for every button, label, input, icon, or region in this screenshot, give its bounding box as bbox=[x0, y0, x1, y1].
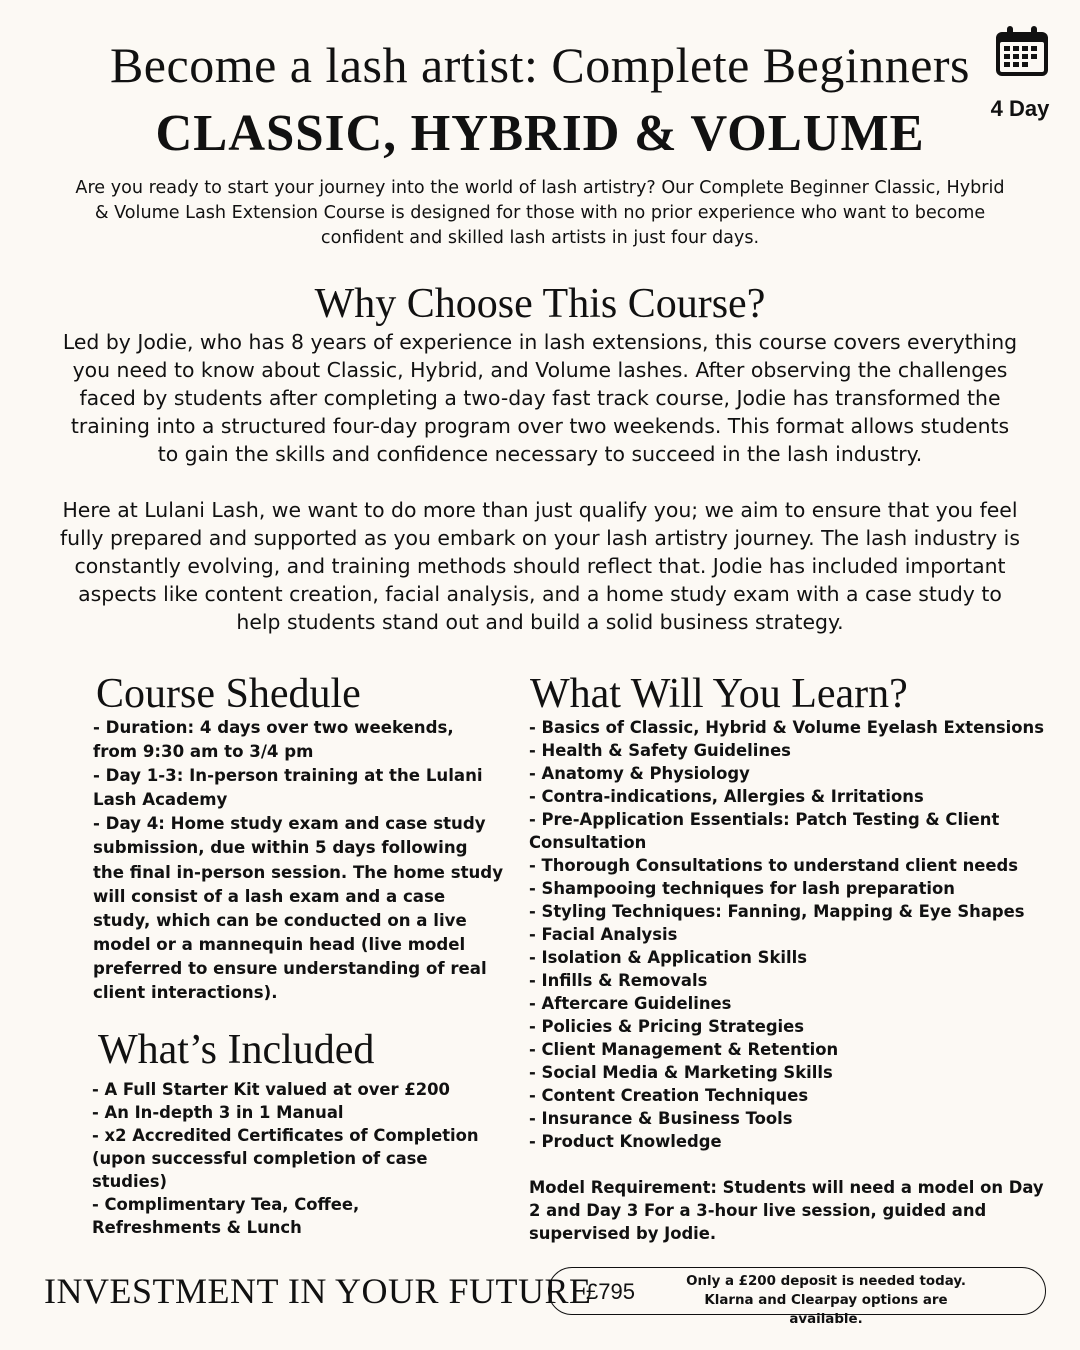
model-requirement: Model Requirement: Students will need a model on Day 2 and Day 3 For a 3-hour live session, guided and supervised by Jodie. bbox=[529, 1178, 1044, 1243]
list-item: - Content Creation Techniques bbox=[529, 1086, 809, 1105]
page-subtitle: CLASSIC, HYBRID & VOLUME bbox=[155, 105, 925, 162]
investment-heading: INVESTMENT IN YOUR FUTURE bbox=[44, 1271, 592, 1311]
deposit-line: Only a £200 deposit is needed today. bbox=[686, 1274, 966, 1289]
list-item: - x2 Accredited Certificates of Completion (upon successful completion of case studies) bbox=[92, 1126, 479, 1191]
list-item: - Day 4: Home study exam and case study submission, due within 5 days following the final in-person session. The home study will consist of a lash exam and a case study, which can be conducted on a live model or a mannequin head (live model preferred to ensure understanding of real client interactions). bbox=[93, 814, 504, 1003]
list-item: - Isolation & Application Skills bbox=[529, 948, 807, 967]
calendar-icon bbox=[994, 24, 1050, 78]
list-item: - Insurance & Business Tools bbox=[529, 1109, 793, 1128]
why-heading: Why Choose This Course? bbox=[314, 281, 766, 327]
list-item: - Styling Techniques: Fanning, Mapping & Eye Shapes bbox=[529, 902, 1025, 921]
list-item: - Health & Safety Guidelines bbox=[529, 741, 791, 760]
list-item: - Complimentary Tea, Coffee, Refreshments & Lunch bbox=[92, 1195, 360, 1237]
why-paragraph-2: Here at Lulani Lash, we want to do more than just qualify you; we aim to ensure that you feel fully prepared and supported as you embark on your lash artistry journey. The lash industry is constantly evolving, and training methods should reflect that. Jodie has included important aspects like content creation, facial analysis, and a home study exam with a case study to help students stand out and build a solid business strategy. bbox=[60, 498, 1020, 634]
list-item: - Client Management & Retention bbox=[529, 1040, 839, 1059]
included-heading: What’s Included bbox=[98, 1027, 375, 1073]
deposit-info bbox=[670, 1272, 982, 1329]
included-list bbox=[92, 1078, 492, 1239]
list-item: - Pre-Application Essentials: Patch Testing & Client Consultation bbox=[529, 810, 1000, 852]
list-item: - Product Knowledge bbox=[529, 1132, 722, 1151]
schedule-list bbox=[93, 716, 503, 1005]
list-item: - An In-depth 3 in 1 Manual bbox=[92, 1103, 344, 1122]
list-item: - Facial Analysis bbox=[529, 925, 678, 944]
learn-heading: What Will You Learn? bbox=[530, 671, 908, 717]
list-item: - A Full Starter Kit valued at over £200 bbox=[92, 1080, 450, 1099]
intro-text: Are you ready to start your journey into the world of lash artistry? Our Complete Beginner Classic, Hybrid & Volume Lash Extension Course is designed for those with no prior experience who want to become confident and skilled lash artists in just four days. bbox=[75, 178, 1005, 248]
list-item: - Contra-indications, Allergies & Irritations bbox=[529, 787, 924, 806]
list-item: - Thorough Consultations to understand client needs bbox=[529, 856, 1018, 875]
list-item: - Policies & Pricing Strategies bbox=[529, 1017, 805, 1036]
page-title: Become a lash artist: Complete Beginners bbox=[109, 37, 971, 93]
list-item: - Duration: 4 days over two weekends, from 9:30 am to 3/4 pm bbox=[93, 718, 454, 762]
list-item: - Anatomy & Physiology bbox=[529, 764, 750, 783]
list-item: - Aftercare Guidelines bbox=[529, 994, 732, 1013]
learn-list bbox=[529, 716, 1049, 1153]
duration-badge: 4 Day bbox=[990, 96, 1050, 121]
list-item: - Infills & Removals bbox=[529, 971, 708, 990]
list-item: - Basics of Classic, Hybrid & Volume Eyelash Extensions bbox=[529, 718, 1044, 737]
why-paragraph-1: Led by Jodie, who has 8 years of experience in lash extensions, this course covers everything you need to know about Classic, Hybrid, and Volume lashes. After observing the challenges faced by students after completing a two-day fast track course, Jodie has transformed the training into a structured four-day program over two weekends. This format allows students to gain the skills and confidence necessary to succeed in the lash industry. bbox=[62, 330, 1018, 466]
list-item: - Shampooing techniques for lash preparation bbox=[529, 879, 955, 898]
list-item: - Day 1-3: In-person training at the Lulani Lash Academy bbox=[93, 766, 483, 810]
price: £795 bbox=[586, 1279, 635, 1304]
payment-options-line: Klarna and Clearpay options are available. bbox=[704, 1293, 948, 1327]
schedule-heading: Course Shedule bbox=[96, 671, 361, 717]
list-item: - Social Media & Marketing Skills bbox=[529, 1063, 833, 1082]
